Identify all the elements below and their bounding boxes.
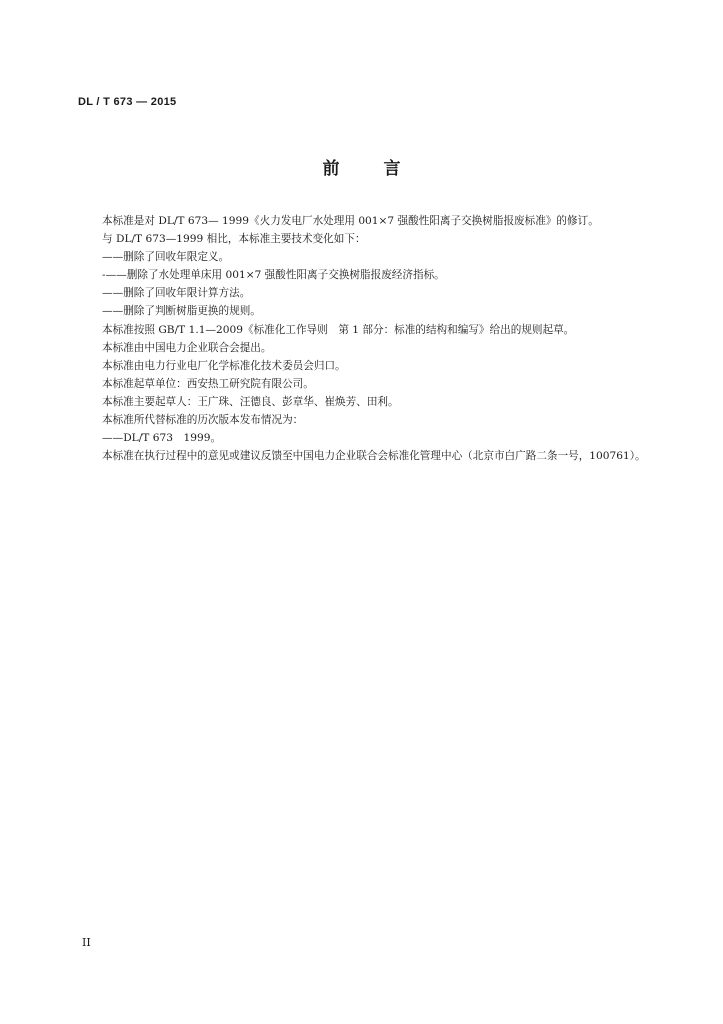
page-title: 前言	[322, 159, 445, 179]
paragraph-history-intro: 本标准所代替标准的历次版本发布情况为：	[102, 414, 304, 427]
paragraph-drafting-unit: 本标准起草单位：西安热工研究院有限公司。	[102, 377, 314, 390]
list-item-change-1: ——删除了回收年限定义。	[102, 251, 230, 264]
paragraph-drafters: 本标准主要起草人：王广珠、汪德良、彭章华、崔焕芳、田利。	[102, 395, 399, 408]
page-number: II	[82, 936, 91, 949]
foreword-body	[80, 212, 660, 465]
list-item-history-1: ——DL/T 673 1999。	[102, 432, 222, 445]
list-item-change-2: -——删除了水处理单床用 001×7 强酸性阳离子交换树脂报废经济指标。	[102, 269, 445, 282]
paragraph-drafting-rules: 本标准按照 GB/T 1.1—2009《标准化工作导则 第 1 部分：标准的结构和编写》给出的规则起草。	[102, 323, 575, 336]
paragraph-revision-note: 本标准是对 DL/T 673— 1999《火力发电厂水处理用 001×7 强酸性阳离子交换树脂报废标准》的修订。	[102, 215, 599, 227]
paragraph-feedback: 本标准在执行过程中的意见或建议反馈至中国电力企业联合会标准化管理中心（北京市白广路二条一号，100761）。	[102, 450, 646, 463]
paragraph-administered-by: 本标准由电力行业电厂化学标准化技术委员会归口。	[102, 359, 346, 372]
paragraph-changes-intro: 与 DL/T 673—1999 相比，本标准主要技术变化如下：	[102, 233, 366, 246]
list-item-change-4: ——删除了判断树脂更换的规则。	[102, 305, 261, 318]
document-code: DL / T 673 — 2015	[78, 96, 177, 108]
paragraph-proposed-by: 本标准由中国电力企业联合会提出。	[102, 341, 272, 354]
list-item-change-3: ——删除了回收年限计算方法。	[102, 287, 251, 300]
